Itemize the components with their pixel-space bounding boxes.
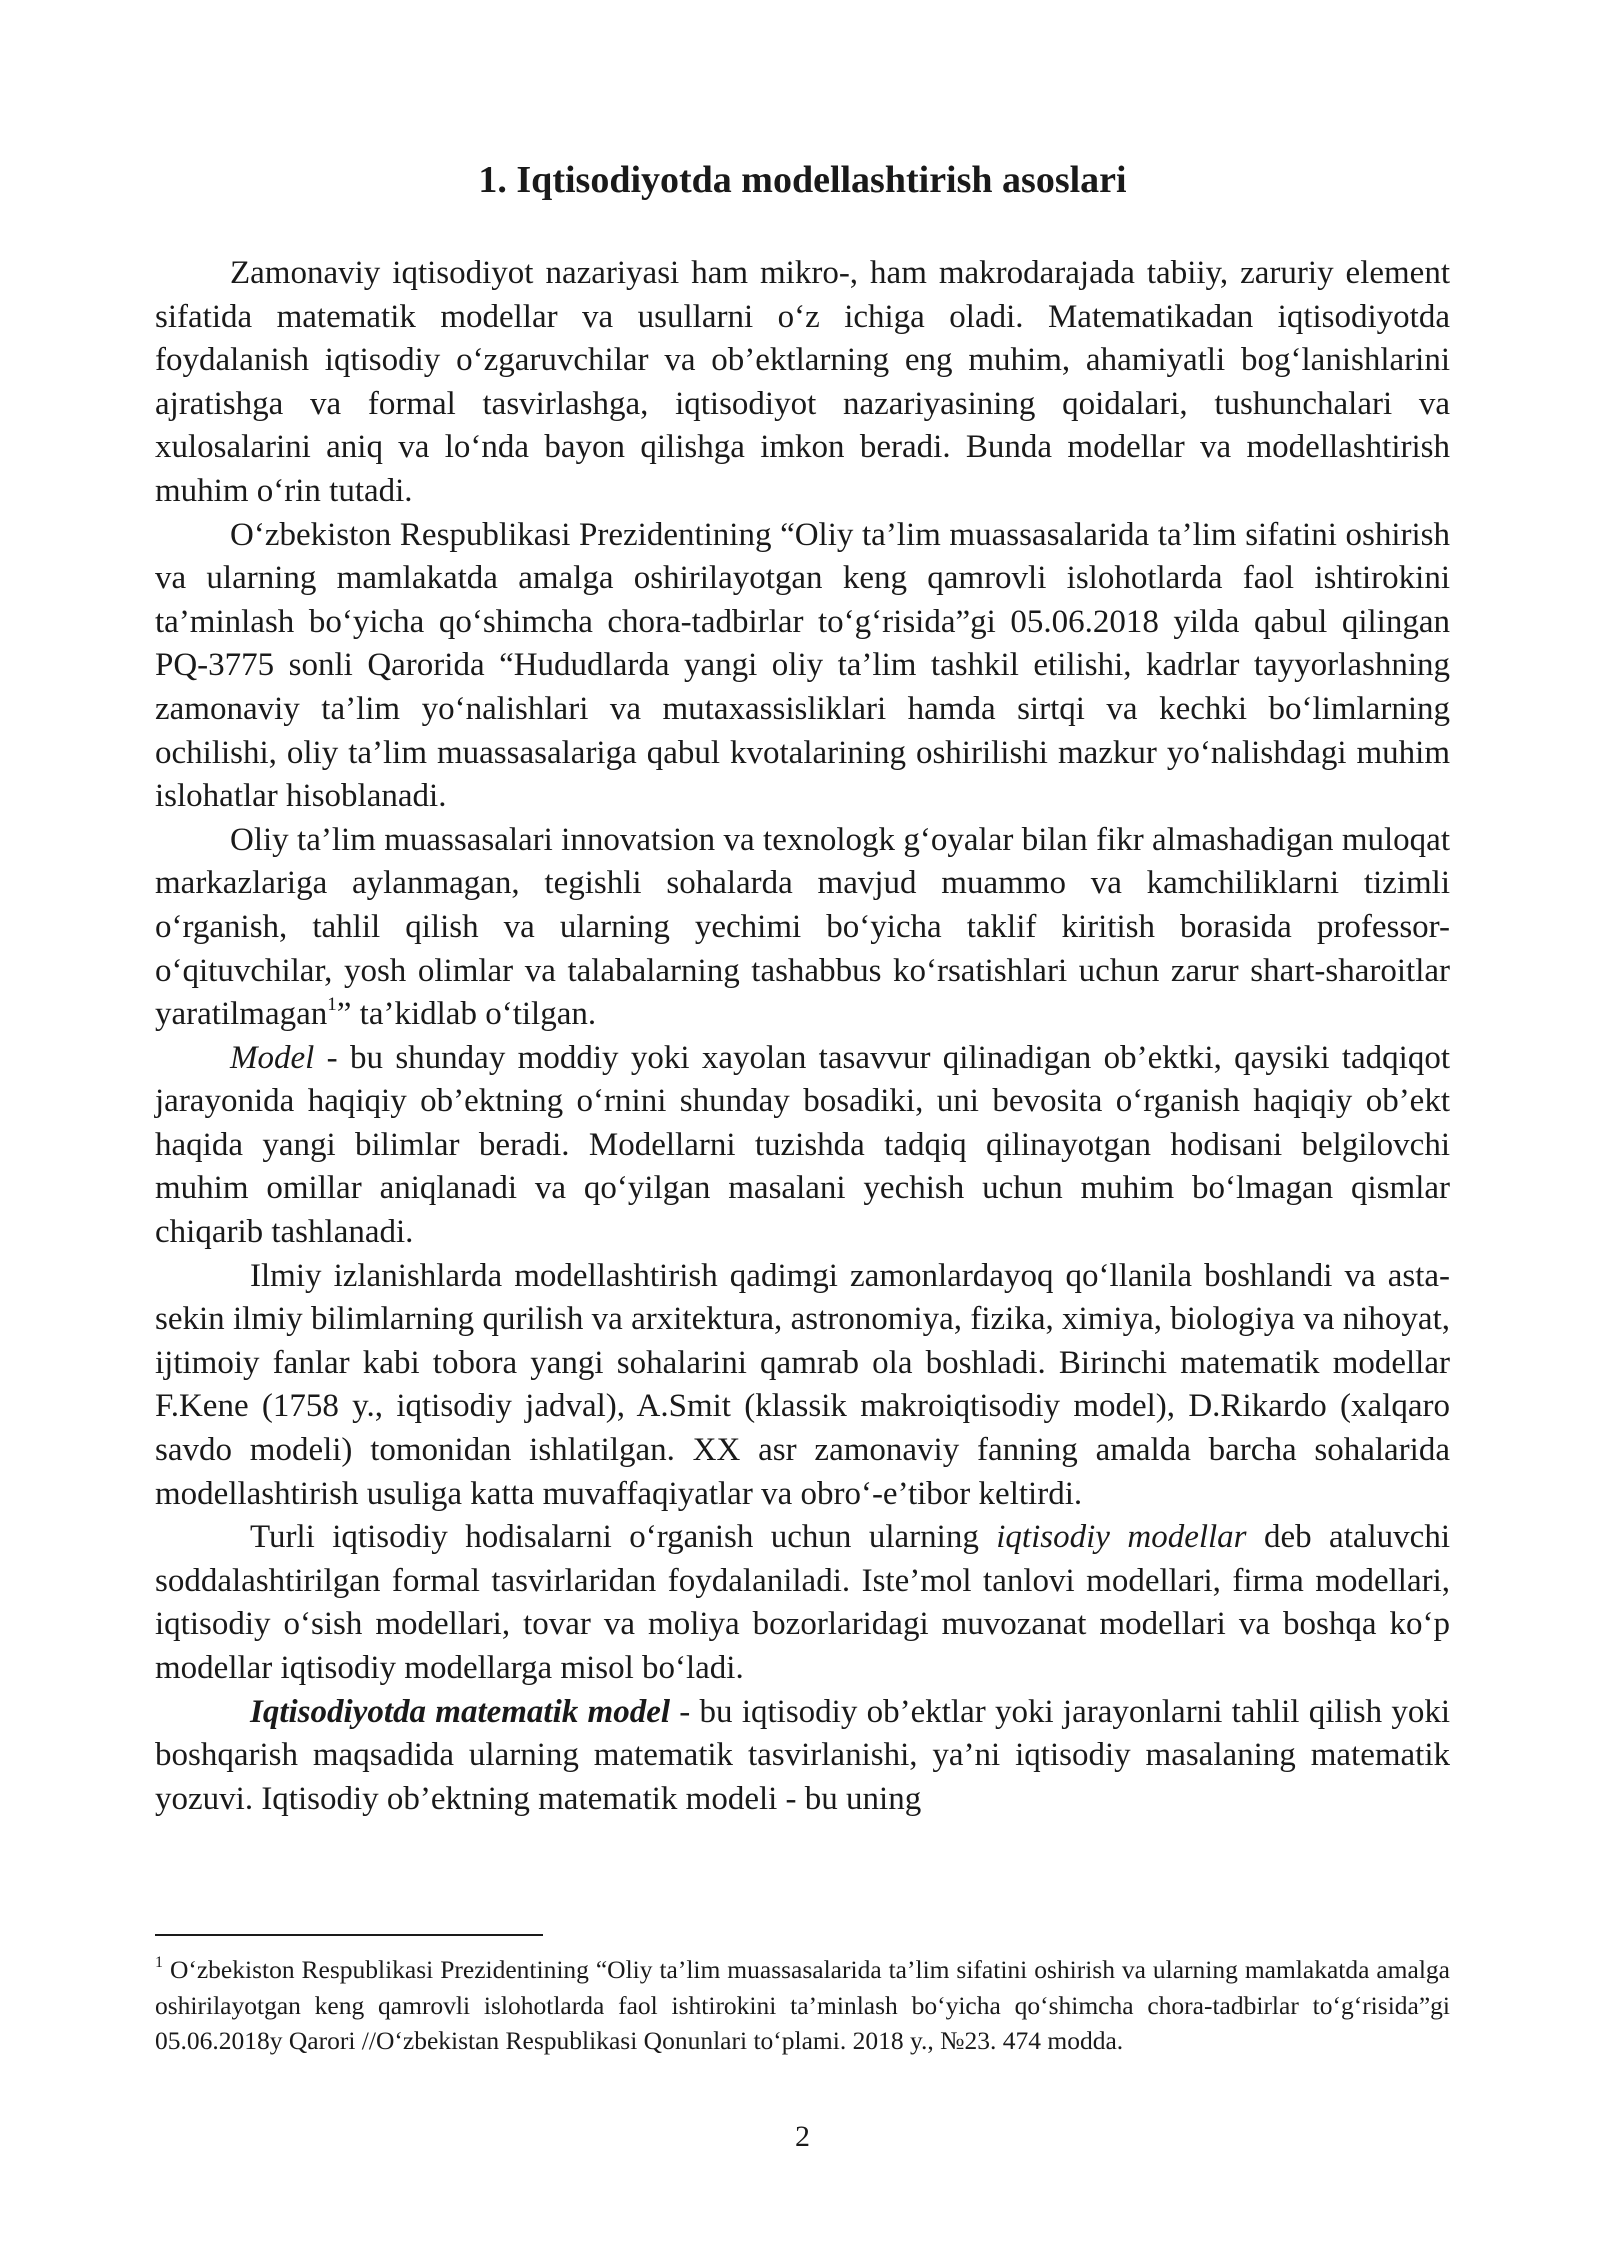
paragraph-4-text: - bu shunday moddiy yoki xayolan tasavvur qilinadigan ob’ektki, qaysiki tadqiqot jarayonida haqiqiy ob’ektning o‘rnini shunday bosadiki, uni bevosita o‘rganish haqiqiy ob’ekt haqida yangi bilimlar beradi. Modellarni tuzishda tadqiq qilinayotgan hodisani belgilovchi muhim omillar aniqlanadi va qo‘yilgan masalani yechish uchun muhim bo‘lmagan qismlar chiqarib tashlanadi. [155,1039,1450,1251]
footnote [155,1952,1450,2059]
document-body [155,252,1450,1821]
term-iqtisodiy-modellar: iqtisodiy modellar [996,1519,1247,1556]
paragraph-4 [155,1037,1450,1255]
paragraph-3-text: Oliy ta’lim muassasalari innovatsion va texnologk g‘oyalar bilan fikr almashadigan muloqat markazlariga aylanmagan, tegishli sohalarda mavjud muammo va kamchiliklarni tizimli o‘rganish, tahlil qilish va ularning yechimi bo‘yicha taklif kiritish borasida professor-o‘qituvchilar, yosh olimlar va talabalarning tashabbus ko‘rsatishlari uchun zarur shart-sharoitlar yaratilmagan [155,821,1450,1033]
paragraph-7-text: - bu iqtisodiy ob’ektlar yoki jarayonlarni tahlil qilish yoki boshqarish maqsadida ularning matematik tasvirlanishi, ya’ni iqtisodiy masalaning matematik yozuvi. Iqtisodiy ob’ektning matematik modeli - bu uning [155,1693,1451,1817]
paragraph-3-tail: ” ta’kidlab o‘tilgan. [336,996,597,1033]
footnote-text: O‘zbekiston Respublikasi Prezidentining “Oliy ta’lim muassasalarida ta’lim sifatini oshirish va ularning mamlakatda amalga oshirilayotgan keng qamrovli islohotlarda faol ishtirokini ta’minlash bo‘yicha qo‘shimcha chora-tadbirlar to‘g‘risida”gi 05.06.2018y Qarori //O‘zbekistan Respublikasi Qonunlari to‘plami. 2018 y., №23. 474 modda. [155,1955,1450,2055]
paragraph-7 [155,1691,1450,1822]
page-number: 2 [795,2120,810,2153]
footnote-number: 1 [155,1954,163,1971]
term-model: Model [230,1039,315,1076]
footnote-separator [155,1934,543,1936]
paragraph-5: Ilmiy izlanishlarda modellashtirish qadimgi zamonlardayoq qo‘llanila boshlandi va asta-sekin ilmiy bilimlarning qurilish va arxitektura, astronomiya, fizika, ximiya, biologiya va nihoyat, ijtimoiy fanlar kabi tobora yangi sohalarini qamrab ola boshladi. Birinchi matematik modellar F.Kene (1758 y., iqtisodiy jadval), A.Smit (klassik makroiqtisodiy model), D.Rikardo (xalqaro savdo modeli) tomonidan ishlatilgan. XX asr zamonaviy fanning amalda barcha sohalarida modellashtirish usuliga katta muvaffaqiyatlar va obro‘-e’tibor keltirdi. [155,1257,1450,1512]
paragraph-6-text-b: deb ataluvchi soddalashtirilgan formal tasvirlaridan foydalaniladi. Iste’mol tanlovi modellari, firma modellari, iqtisodiy o‘sish modellari, tovar va moliya bozorlaridagi muvozanat modellari va boshqa ko‘p modellar iqtisodiy modellarga misol bo‘ladi. [155,1519,1450,1686]
paragraph-2: O‘zbekiston Respublikasi Prezidentining “Oliy ta’lim muassasalarida ta’lim sifatini oshirish va ularning mamlakatda amalga oshirilayotgan keng qamrovli islohotlarda faol ishtirokini ta’minlash bo‘yicha qo‘shimcha chora-tadbirlar to‘g‘risida”gi 05.06.2018 yilda qabul qilingan PQ-3775 sonli Qarorida “Hududlarda yangi oliy ta’lim tashkil etilishi, kadrlar tayyorlashning zamonaviy ta’lim yo‘nalishlari va mutaxassisliklari hamda sirtqi va kechki bo‘limlarning ochilishi, oliy ta’lim muassasalariga qabul kvotalarining oshirilishi mazkur yo‘nalishdagi muhim islohatlar hisoblanadi. [155,516,1450,815]
term-matematik-model: Iqtisodiyotda matematik model [250,1693,671,1730]
paragraph-1: Zamonaviy iqtisodiyot nazariyasi ham mikro-, ham makrodarajada tabiiy, zaruriy element sifatida matematik modellar va usullarni o‘z ichiga oladi. Matematikadan iqtisodiyotda foydalanish iqtisodiy o‘zgaruvchilar va ob’ektlarning eng muhim, ahamiyatli bog‘lanishlarini ajratishga va formal tasvirlashga, iqtisodiyot nazariyasining qoidalari, tushunchalari va xulosalarini aniq va lo‘nda bayon qilishga imkon beradi. Bunda modellar va modellashtirish muhim o‘rin tutadi. [155,255,1450,509]
footnote-reference[interactable]: 1 [327,994,337,1016]
paragraph-6-text-a: Turli iqtisodiy hodisalarni o‘rganish uchun ularning [250,1519,997,1556]
paragraph-6 [155,1516,1450,1690]
page-title: 1. Iqtisodiyotda modellashtirish asoslari [478,159,1127,201]
paragraph-3 [155,819,1450,1037]
